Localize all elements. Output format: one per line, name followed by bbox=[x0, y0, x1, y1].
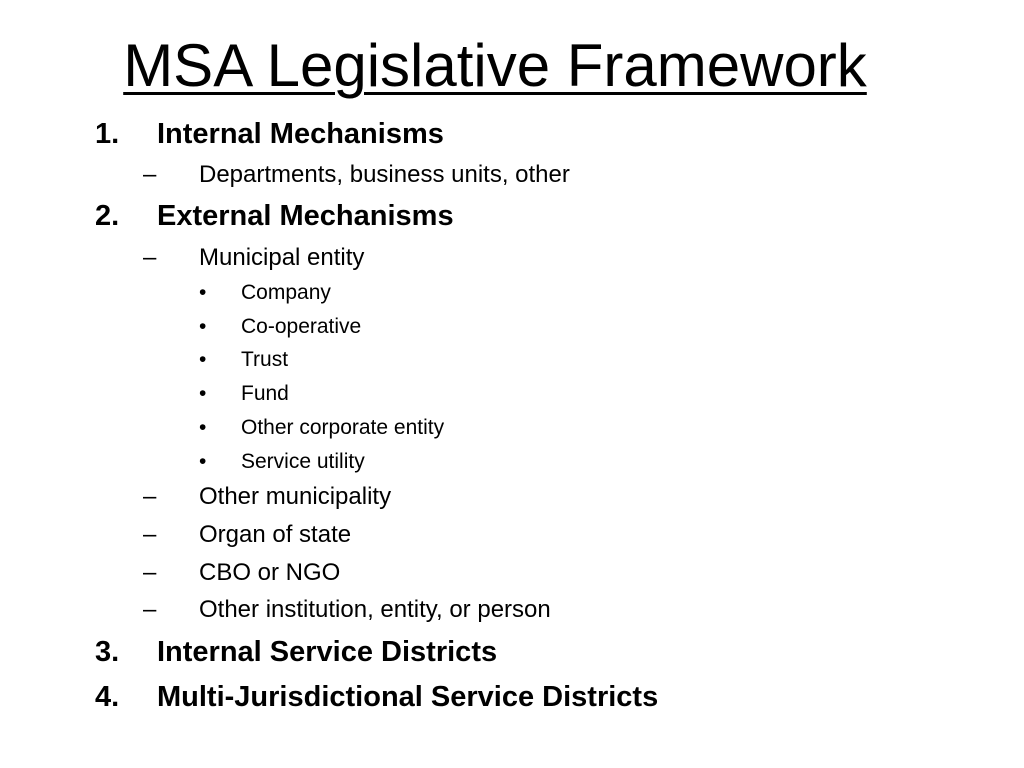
list-item-co-operative bbox=[0, 314, 1024, 340]
list-item-text: Departments, business units, other bbox=[199, 161, 570, 188]
list-item-multi-jurisdictional-service-districts bbox=[0, 679, 1024, 715]
dash-marker: – bbox=[143, 161, 157, 188]
list-item-text: Service utility bbox=[241, 450, 365, 473]
list-item-text: Trust bbox=[241, 348, 289, 371]
list-item-text: Internal Service Districts bbox=[157, 636, 498, 668]
list-item-internal-service-districts bbox=[0, 634, 1024, 670]
list-item-text: CBO or NGO bbox=[199, 559, 341, 586]
dash-marker: – bbox=[143, 596, 157, 623]
list-item-municipal-entity bbox=[0, 243, 1024, 273]
number-marker: 2. bbox=[95, 200, 120, 232]
bullet-marker: • bbox=[199, 315, 207, 338]
list-item-text: Municipal entity bbox=[199, 244, 365, 271]
list-item-text: External Mechanisms bbox=[157, 200, 454, 232]
dash-marker: – bbox=[143, 483, 157, 510]
list-item-other-corporate-entity bbox=[0, 415, 1024, 441]
list-item-text: Internal Mechanisms bbox=[157, 118, 444, 150]
list-item-text: Other corporate entity bbox=[241, 416, 445, 439]
list-item-text: Organ of state bbox=[199, 521, 352, 548]
slide-title: MSA Legislative Framework bbox=[123, 32, 867, 99]
list-item-other-municipality bbox=[0, 482, 1024, 512]
list-item-external-mechanisms bbox=[0, 198, 1024, 234]
list-item-text: Other municipality bbox=[199, 483, 392, 510]
number-marker: 3. bbox=[95, 636, 120, 668]
list-item-organ-of-state bbox=[0, 520, 1024, 550]
bullet-marker: • bbox=[199, 281, 207, 304]
list-item-text: Other institution, entity, or person bbox=[199, 596, 551, 623]
list-item-other-institution bbox=[0, 595, 1024, 625]
list-item-company bbox=[0, 280, 1024, 306]
bullet-marker: • bbox=[199, 348, 207, 371]
bullet-marker: • bbox=[199, 382, 207, 405]
list-item-trust bbox=[0, 347, 1024, 373]
number-marker: 1. bbox=[95, 118, 120, 150]
bullet-marker: • bbox=[199, 416, 207, 439]
list-item-text: Company bbox=[241, 281, 331, 304]
number-marker: 4. bbox=[95, 681, 120, 713]
dash-marker: – bbox=[143, 559, 157, 586]
dash-marker: – bbox=[143, 244, 157, 271]
bullet-marker: • bbox=[199, 450, 207, 473]
list-item-text: Fund bbox=[241, 382, 289, 405]
list-item-fund bbox=[0, 381, 1024, 407]
dash-marker: – bbox=[143, 521, 157, 548]
list-item-cbo-or-ngo bbox=[0, 558, 1024, 588]
list-item-departments bbox=[0, 160, 1024, 190]
list-item-text: Multi-Jurisdictional Service Districts bbox=[157, 681, 659, 713]
list-item-internal-mechanisms bbox=[0, 116, 1024, 152]
list-item-text: Co-operative bbox=[241, 315, 362, 338]
list-item-service-utility bbox=[0, 449, 1024, 475]
